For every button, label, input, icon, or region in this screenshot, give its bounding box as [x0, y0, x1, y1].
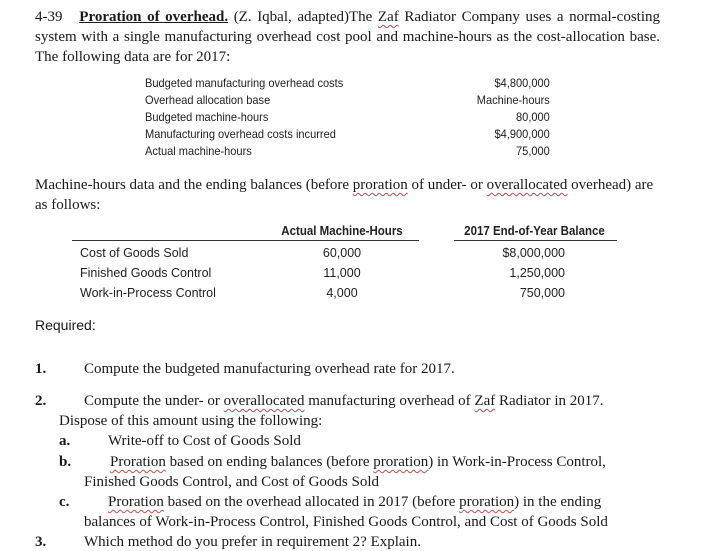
budget-label: Overhead allocation base — [145, 93, 271, 107]
balance-amount: 1,250,000 — [509, 266, 565, 280]
header-balance: 2017 End-of-Year Balance — [464, 224, 605, 238]
problem-intro — [35, 7, 660, 67]
mid-word-overallocated: overallocated — [486, 177, 568, 193]
q2c-word-proration: Proration — [108, 494, 164, 510]
budget-table — [145, 76, 550, 166]
q2-text-part: manufacturing overhead of — [304, 393, 475, 409]
q2-text — [84, 393, 659, 410]
problem-source: (Z. Iqbal, adapted) — [233, 9, 349, 25]
budget-value: $4,900,000 — [494, 127, 550, 141]
mid-text: of under- or — [407, 177, 487, 193]
q2c-line2: balances of Work-in-Process Control, Finished Goods Control, and Cost of Goods Sold — [84, 514, 608, 530]
mid-word-proration: proration — [352, 177, 408, 193]
balance-label: Cost of Goods Sold — [80, 246, 189, 260]
problem-title: Proration of overhead. — [79, 9, 229, 25]
q2b-letter: b. — [59, 454, 72, 470]
budget-label: Budgeted manufacturing overhead costs — [145, 76, 344, 90]
balance-hours: 4,000 — [326, 286, 358, 300]
q2c-word-proration: proration — [459, 494, 515, 510]
q2-text-part: Radiator in 2017. — [495, 393, 604, 409]
intro-post: Radiator Company uses a normal-costing system with a single manufacturing overhead cost pool and machine-hours as the cost-allocation base. The following data are for 2017: — [35, 9, 660, 65]
q2-text-part: Compute the under- or — [84, 393, 224, 409]
balance-hours: 11,000 — [323, 266, 361, 280]
balances-intro — [35, 175, 665, 215]
q3-text: Which method do you prefer in requirement 2? Explain. — [84, 534, 421, 550]
q2c-text — [108, 494, 628, 511]
q2-word-overallocated: overallocated — [223, 393, 305, 409]
balance-label: Finished Goods Control — [80, 266, 212, 280]
q2b-word-proration: proration — [373, 454, 429, 470]
q2-number: 2. — [35, 393, 47, 409]
header-rule — [72, 240, 419, 241]
q2b-text — [110, 454, 659, 471]
budget-value: Machine-hours — [476, 93, 550, 107]
budget-value: $4,800,000 — [494, 76, 550, 90]
intro-pre: The — [349, 9, 378, 25]
q2-line2: Dispose of this amount using the following: — [59, 413, 323, 429]
q2a-text: Write-off to Cost of Goods Sold — [108, 433, 301, 449]
budget-value: 75,000 — [516, 144, 550, 158]
balance-amount: 750,000 — [519, 286, 565, 300]
q2b-text-part: ) in Work-in-Process Control, — [428, 454, 606, 470]
q2b-line2: Finished Goods Control, and Cost of Goods Sold — [84, 474, 380, 490]
balance-hours: 60,000 — [322, 246, 362, 260]
balance-table — [72, 222, 617, 304]
balance-amount: $8,000,000 — [502, 246, 565, 260]
header-rule — [454, 240, 617, 241]
mid-text: Machine-hours data and the ending balances (before — [35, 177, 353, 193]
q2c-letter: c. — [59, 494, 70, 510]
mid-text: overhead) are as follows: — [35, 177, 654, 213]
q3-number: 3. — [35, 534, 47, 550]
budget-label: Manufacturing overhead costs incurred — [145, 127, 336, 141]
q2a-letter: a. — [59, 433, 71, 449]
q2c-text-part: ) in the ending — [514, 494, 602, 510]
q2b-text-part: based on ending balances (before — [165, 454, 374, 470]
q2b-word-proration: Proration — [110, 454, 166, 470]
budget-label: Actual machine-hours — [145, 144, 252, 158]
q1-text: Compute the budgeted manufacturing overhead rate for 2017. — [84, 361, 455, 377]
company-word: Zaf — [377, 9, 399, 25]
problem-number: 4-39 — [35, 9, 63, 25]
required-label: Required: — [35, 317, 96, 333]
budget-label: Budgeted machine-hours — [145, 110, 269, 124]
balance-label: Work-in-Process Control — [80, 286, 216, 300]
budget-value: 80,000 — [516, 110, 550, 124]
q2-word-zaf: Zaf — [474, 393, 496, 409]
q2c-text-part: based on the overhead allocated in 2017 (before — [163, 494, 460, 510]
q1-number: 1. — [35, 361, 47, 377]
header-actual-hours: Actual Machine-Hours — [281, 224, 403, 238]
